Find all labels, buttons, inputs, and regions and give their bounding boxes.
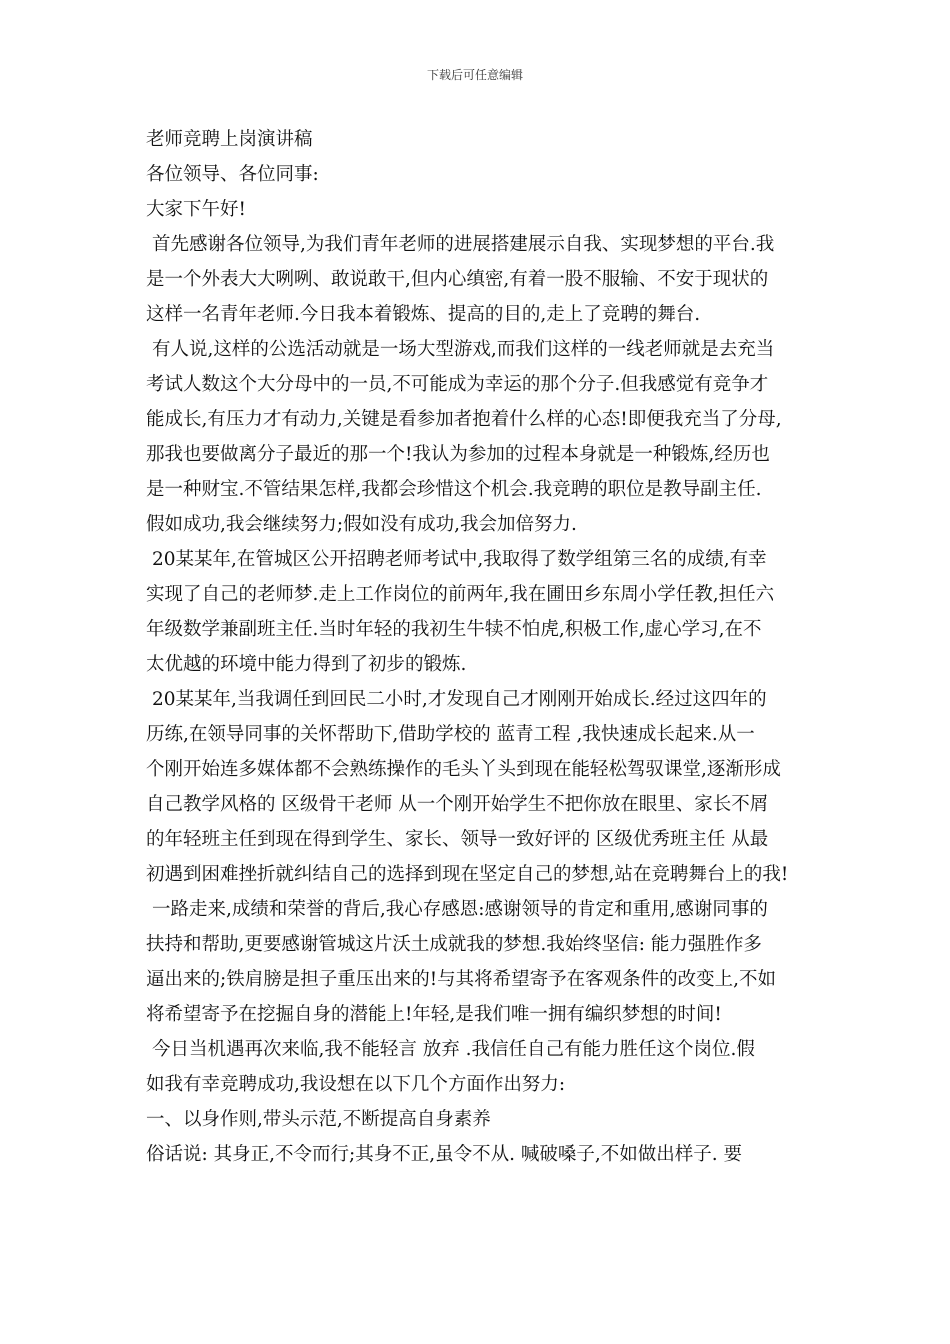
paragraph-line: 考试人数这个大分母中的一员,不可能成为幸运的那个分子.但我感觉有竞争才 [146,374,769,395]
paragraph-line: 那我也要做离分子最近的那一个!我认为参加的过程本身就是一种锻炼,经历也 [146,444,770,465]
paragraph-line: 是一个外表大大咧咧、敢说敢干,但内心缜密,有着一股不服输、不安于现状的 [146,269,769,290]
salutation: 各位领导、各位同事: [146,164,319,185]
paragraph-line: 一路走来,成绩和荣誉的背后,我心存感恩:感谢领导的肯定和重用,感谢同事的 [152,899,768,920]
paragraph-line: 的年轻班主任到现在得到学生、家长、领导一致好评的 区级优秀班主任 从最 [146,829,769,850]
paragraph-line: 年级数学兼副班主任.当时年轻的我初生牛犊不怕虎,积极工作,虚心学习,在不 [146,619,762,640]
document-body [146,122,814,1172]
page-header-note: 下载后可任意编辑 [426,68,523,82]
paragraph-line: 将希望寄予在挖掘自身的潜能上!年轻,是我们唯一拥有编织梦想的时间! [146,1004,722,1025]
paragraph-line: 俗话说: 其身正,不令而行;其身不正,虽令不从. 喊破嗓子,不如做出样子. 要 [146,1144,743,1165]
paragraph-line: 如我有幸竞聘成功,我设想在以下几个方面作出努力: [146,1074,566,1095]
paragraph-line: 有人说,这样的公选活动就是一场大型游戏,而我们这样的一线老师就是去充当 [152,339,775,360]
paragraph-line: 逼出来的;铁肩膀是担子重压出来的!与其将希望寄予在客观条件的改变上,不如 [146,969,777,990]
paragraph-line: 20某某年,当我调任到回民二小时,才发现自己才刚刚开始成长.经过这四年的 [152,689,767,710]
paragraph-line: 扶持和帮助,更要感谢管城这片沃土成就我的梦想.我始终坚信: 能力强胜作多 [146,934,762,955]
paragraph-line: 是一种财宝.不管结果怎样,我都会珍惜这个机会.我竞聘的职位是教导副主任. [146,479,762,500]
paragraph-line: 今日当机遇再次来临,我不能轻言 放弃 .我信任自己有能力胜任这个岗位.假 [152,1039,755,1060]
paragraph-line: 这样一名青年老师.今日我本着锻炼、提高的目的,走上了竞聘的舞台. [146,304,701,325]
paragraph-line: 自己教学风格的 区级骨干老师 从一个刚开始学生不把你放在眼里、家长不屑 [146,794,769,815]
paragraph-line: 初遇到困难挫折就纠结自己的选择到现在坚定自己的梦想,站在竞聘舞台上的我! [146,864,789,885]
paragraph-line: 20某某年,在管城区公开招聘老师考试中,我取得了数学组第三名的成绩,有幸 [152,549,767,570]
greeting: 大家下午好! [146,199,246,220]
paragraph-line: 实现了自己的老师梦.走上工作岗位的前两年,我在圃田乡东周小学任教,担任六 [146,584,775,605]
paragraph-line: 能成长,有压力才有动力,关键是看参加者抱着什么样的心态!即便我充当了分母, [146,409,782,430]
paragraph-line: 历练,在领导同事的关怀帮助下,借助学校的 蓝青工程 ,我快速成长起来.从一 [146,724,755,745]
section-heading: 一、以身作则,带头示范,不断提高自身素养 [146,1109,491,1130]
paragraph-line: 太优越的环境中能力得到了初步的锻炼. [146,654,467,675]
paragraph-line: 假如成功,我会继续努力;假如没有成功,我会加倍努力. [146,514,577,535]
paragraph-line: 个刚开始连多媒体都不会熟练操作的毛头丫头到现在能轻松驾驭课堂,逐渐形成 [146,759,781,780]
document-title: 老师竞聘上岗演讲稿 [146,129,313,150]
paragraph-line: 首先感谢各位领导,为我们青年老师的进展搭建展示自我、实现梦想的平台.我 [152,234,775,255]
